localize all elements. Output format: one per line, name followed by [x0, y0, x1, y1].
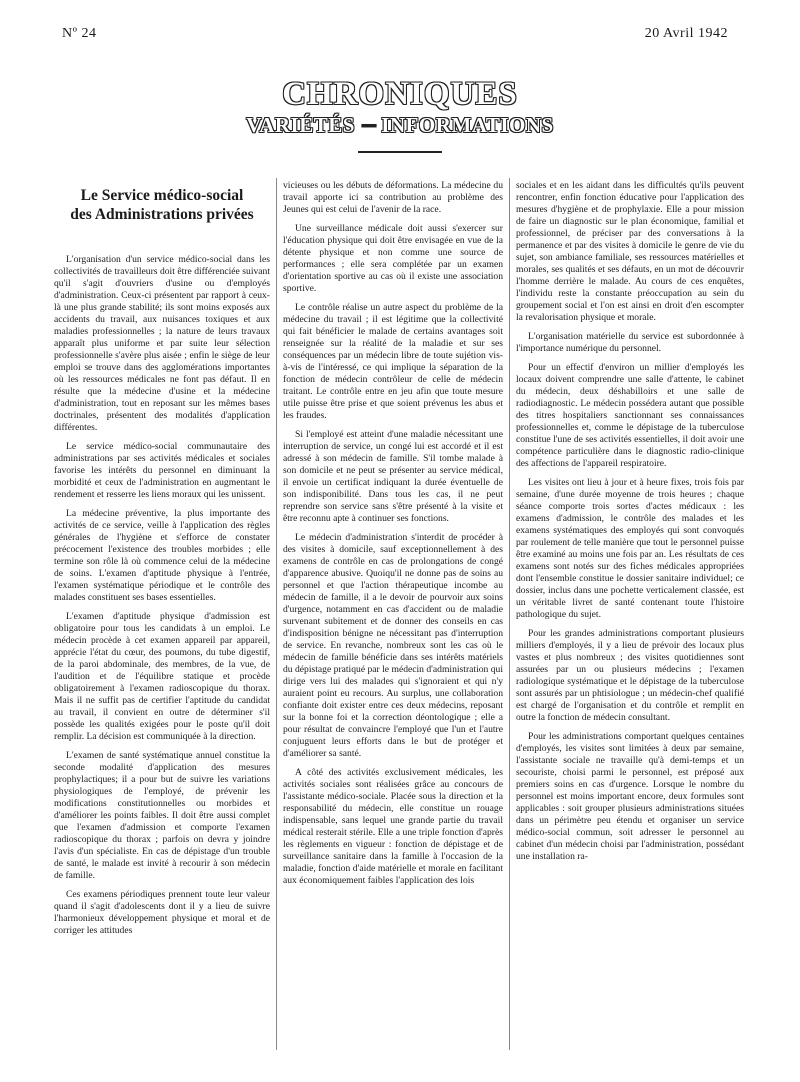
paragraph: vicieuses ou les débuts de déformations. La médecine du travail apporte ici sa contribution au problème des Jeunes qui est celui de l'avenir de la race. [283, 180, 503, 215]
column-3 [516, 180, 744, 1052]
paragraph: La médecine préventive, la plus importante des activités de ce service, veille à l'application des règles générales de l'hygiène et s'efforce de constater précocement l'existence des troubles morbides ; elle termine son rôle là où commence celui de la médecine de soins. L'examen d'aptitude physique à l'entrée, l'examen systématique périodique et le contrôle des malades constituent ses bases essentielles. [54, 508, 270, 603]
article-title [54, 186, 270, 224]
paragraph: sociales et en les aidant dans les difficultés qu'ils peuvent rencontrer, enfin fonction éducative pour l'application des mesures d'hygiène et de prophylaxie. Elle a pour mission de faire un diagnostic sur le plan économique, familial et professionnel, de préciser par des conversations à la permanence et par des visites à domicile le genre de vie du sujet, son ambiance familiale, ses ressources matérielles et morales, ses qualités et ses défauts, en un mot de découvrir l'homme derrière le malade. Au cours de ces enquêtes, l'individu reste la constante préoccupation au sein du groupement social et l'on est ainsi en droit d'en escompter la revalorisation physique et morale. [516, 180, 744, 323]
paragraph: L'organisation matérielle du service est subordonnée à l'importance numérique du personnel. [516, 331, 744, 354]
paragraph: Pour un effectif d'environ un millier d'employés les locaux doivent comprendre une salle d'attente, le cabinet du médecin, deux déshabilloirs et une salle de radiodiagnostic. Le médecin possédera autant que possible des titres hospitaliers sanctionnant ses connaissances professionnelles et, comme le dépistage de la tuberculose constitue l'une de ses activités essentielles, il doit avoir une compétence particulière dans le diagnostic radio-clinique des affections de l'appareil respiratoire. [516, 362, 744, 469]
paragraph: Les visites ont lieu à jour et à heure fixes, trois fois par semaine, d'une durée moyenne de trois heures ; chaque séance comporte trois sortes d'actes médicaux : les examens d'admission, le contrôle des malades et les examens systématiques des employés qui sont convoqués par roulement de telle manière que tout le personnel puisse être examiné au moins une fois par an. Les résultats de ces examens sont notés sur des fiches médicales appropriées dont l'ensemble constitue le dossier sanitaire individuel; ce dossier, inclus dans une pochette verticalement classée, est un véritable livret de santé contenant toute l'histoire pathologique du sujet. [516, 477, 744, 620]
paragraph: L'examen d'aptitude physique d'admission est obligatoire pour tous les candidats à un emploi. Le médecin procède à cet examen appareil par appareil, apprécie l'état du cœur, des poumons, du tube digestif, de la paroi abdominale, des membres, de la vue, de l'audition et de l'équilibre statique et procède obligatoirement à l'examen radioscopique du thorax. Mais il ne suffit pas de certifier l'aptitude du candidat au travail, il convient en outre de déterminer s'il possède les qualités exigées pour le poste qu'il doit remplir. La décision est communiquée à la direction. [54, 611, 270, 742]
paragraph: Une surveillance médicale doit aussi s'exercer sur l'éducation physique qui doit être envisagée en vue de la détente physique et non comme une source de performances ; elle sera complétée par un examen d'orientation sportive au cas où il existe une association sportive. [283, 223, 503, 294]
paragraph: Pour les administrations comportant quelques centaines d'employés, les visites sont limitées à deux par semaine, l'assistante sociale ne travaille qu'à demi-temps et un secouriste, choisi parmi le personnel, est préposé aux premiers soins en cas d'urgence. Lorsque le nombre du personnel est moins important encore, deux formules sont applicables : soit grouper plusieurs administrations situées dans un périmètre peu étendu et organiser un service médico-social commun, soit adresser le personnel au cabinet d'un médecin choisi par l'administration, possédant une installation ra- [516, 731, 744, 862]
paragraph: L'organisation d'un service médico-social dans les collectivités de travailleurs doit être différenciée suivant qu'il s'agit d'ouvriers d'usine ou d'employés d'administration. Ceux-ci présentent par rapport à ceux-là une plus grande stabilité; ils sont moins exposés aux accidents du travail, aux nuisances toxiques et aux maladies professionnelles ; la nature de leurs travaux apparaît plus uniforme et par suite leur sélection professionnelle s'avère plus aisée ; enfin le siège de leur emploi se trouve dans des agglomérations importantes où les ressources médicales ne font pas défaut. Il en résulte que la médecine d'usine et la médecine d'administration, tout en reposant sur les mêmes bases doctrinales, présentent des modalités d'application différentes. [54, 254, 270, 433]
paragraph: Pour les grandes administrations comportant plusieurs milliers d'employés, il y a lieu de prévoir des locaux plus vastes et plus nombreux ; des visites quotidiennes sont assurées par un ou plusieurs médecins ; l'examen radiologique systématique et le dépistage de la tuberculose sont assurés par un phtisiologue ; un médecin-chef qualifié est chargé de l'organisation et du contrôle et remplit en outre la fonction de médecin consultant. [516, 628, 744, 723]
paragraph: Si l'employé est atteint d'une maladie nécessitant une interruption de service, un congé lui est accordé et il est adressé à son médecin de famille. S'il tombe malade à son domicile et ne peut se présenter au service médical, il envoie un certificat indiquant la durée éventuelle de son indisponibilité. Dans tous les cas, il ne peut reprendre son service sans s'être présenté à la visite et être reconnu apte à continuer ses fonctions. [283, 429, 503, 524]
article-title-line-2: des Administrations privées [70, 206, 254, 223]
paragraph: Le médecin d'administration s'interdit de procéder à des visites à domicile, sauf exceptionnellement à des examens de contrôle en cas de prolongations de congé d'apparence abusive. Quoiqu'il ne donne pas de soins au personnel et que l'action thérapeutique incombe au médecin de famille, il a le devoir de pourvoir aux soins d'urgence, notamment en cas d'accident ou de maladie survenant subitement et de donner des conseils en cas d'indisposition bénigne ne nécessitant pas d'interruption de service. En revanche, nombreux sont les cas où le médecin de famille bénéficie dans ses intérêts matériels du dépistage pratiqué par le médecin d'administration qui dirige vers lui des malades qui s'ignoraient et qui n'y auraient point eu recours. Au surplus, une collaboration confiante doit exister entre ces deux médecins, reposant sur la bonne foi et la correction déontologique ; elle a pour résultat de convaincre l'employé que l'un et l'autre conjuguent leurs efforts dans le but de protéger et d'améliorer sa santé. [283, 532, 503, 759]
ornament-divider: ▪▪▪▪▪ [360, 119, 376, 135]
masthead-subtitle-right: INFORMATIONS [381, 113, 554, 137]
masthead-subtitle [0, 113, 800, 138]
masthead-title: CHRONIQUES [282, 76, 518, 112]
issue-number: Nº 24 [62, 26, 97, 41]
paragraph: A côté des activités exclusivement médicales, les activités sociales sont réalisées grâce au concours de l'assistante médico-sociale. Placée sous la direction et la responsabilité du médecin, elle constitue un rouage indispensable, sans lequel une grande partie du travail médical resterait stérile. Elle a une triple fonction d'après les règlements en vigueur : fonction de dépistage et de surveillance sanitaire dans la famille à l'occasion de la maladie, fonction d'aide matérielle et morale en facilitant aux économiquement faibles l'application des lois [283, 767, 503, 886]
masthead-rule [358, 151, 442, 153]
column-2 [283, 180, 503, 1052]
masthead-subtitle-left: VARIÉTÉS [246, 113, 355, 137]
column-divider [509, 178, 510, 1050]
paragraph: Ces examens périodiques prennent toute leur valeur quand il s'agit d'adolescents dont il y a lieu de suivre l'harmonieux développement physique et moral et de corriger les attitudes [54, 889, 270, 936]
paragraph: Le contrôle réalise un autre aspect du problème de la médecine du travail ; il est légitime que la collectivité qui fait bénéficier le malade de certains avantages soit renseignée sur la réalité de la maladie et sur ses conséquences par un médecin libre de toute sujétion vis-à-vis de l'intéressé, ce qui implique la séparation de la fonction de médecin contrôleur de celle de médecin traitant. Le contrôle entre en jeu afin que toute mesure utile puisse être prise et que soient prévenus les abus et les fraudes. [283, 302, 503, 421]
paragraph: Le service médico-social communautaire des administrations par ses activités médicales et sociales favorise les intérêts du personnel en diminuant la morbidité et ceux de l'administration en augmentant le rendement et resserre les liens moraux qui les unissent. [54, 441, 270, 500]
paragraph: L'examen de santé systématique annuel constitue la seconde modalité d'application des mesures prophylactiques; il a pour but de suivre les variations physiologiques de l'employé, de prévenir les modifications constitutionnelles ou morbides et d'améliorer les points faibles. Il doit être aussi complet que l'examen d'admission et comporte l'examen radioscopique du thorax ; parfois on devra y joindre l'avis d'un spécialiste. En cas de dépistage d'un trouble de santé, le malade est invité à recourir à son médecin de famille. [54, 750, 270, 881]
issue-date: 20 Avril 1942 [644, 26, 728, 41]
column-divider [276, 178, 277, 1050]
article-title-line-1: Le Service médico-social [80, 187, 244, 204]
column-1 [54, 180, 270, 1052]
